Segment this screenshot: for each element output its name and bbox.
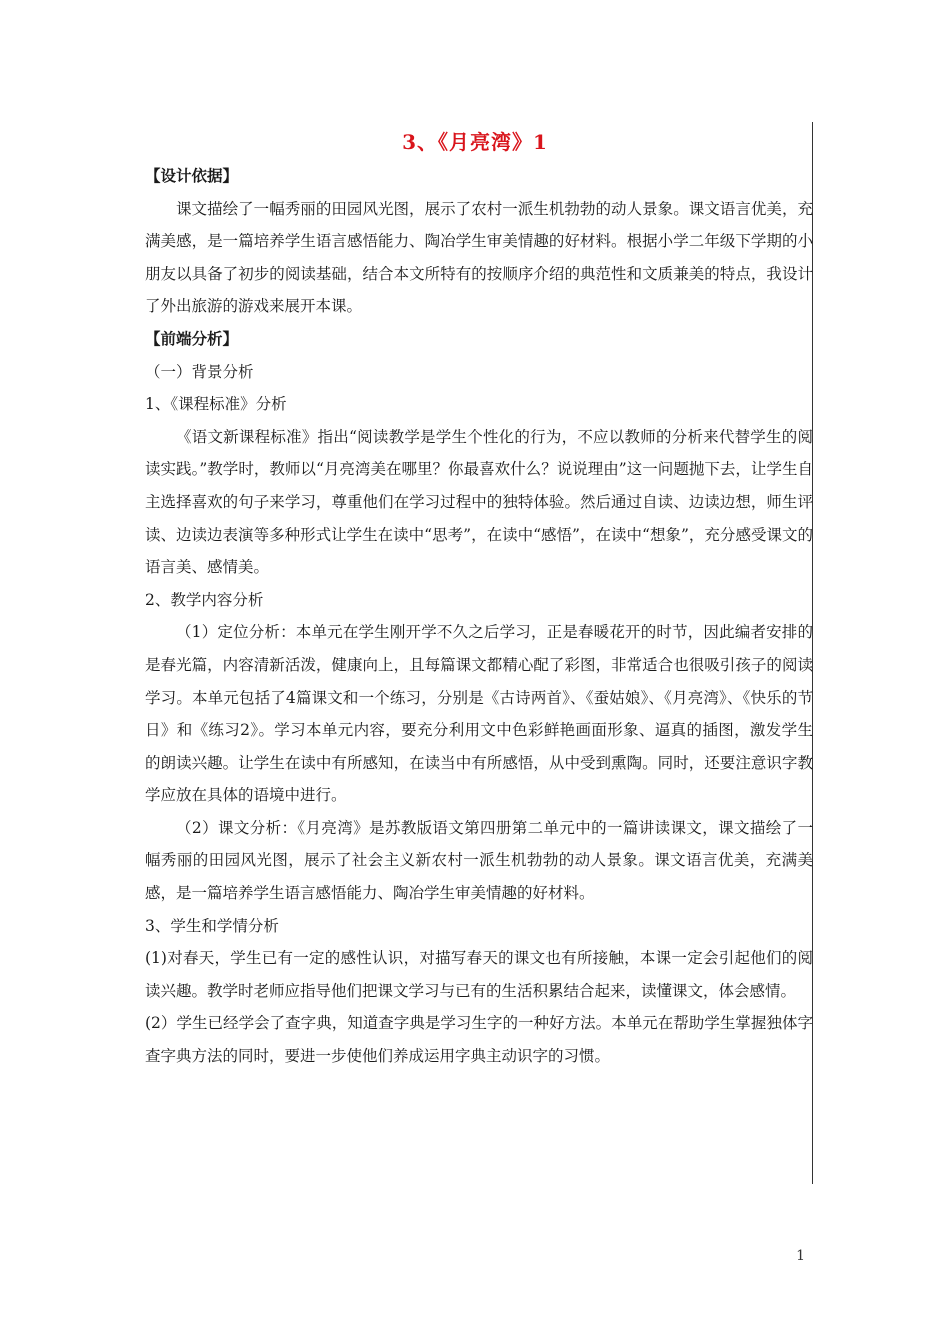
positioning-analysis-paragraph: （1）定位分析：本单元在学生刚开学不久之后学习，正是春暖花开的时节，因此编者安排的是春光篇，内容清新活泼，健康向上，且每篇课文都精心配了彩图，非常适合也很吸引孩子的阅读学习。本单元包括了4篇课文和一个练习，分别是《古诗两首》、《蚕姑娘》、《月亮湾》、《快乐的节日》和《练习2》。学习本单元内容，要充分利用文中色彩鲜艳画面形象、逼真的插图，激发学生的朗读兴趣。让学生在读中有所感知，在读当中有所感悟，从中受到熏陶。同时，还要注意识字教学应放在具体的语境中进行。 xyxy=(145,623,813,805)
design-basis-paragraph: 课文描绘了一幅秀丽的田园风光图，展示了农村一派生机勃勃的动人景象。课文语言优美，充满美感，是一篇培养学生语言感悟能力、陶冶学生审美情趣的好材料。根据小学二年级下学期的小朋友以具备了初步的阅读基础，结合本文所特有的按顺序介绍的典范性和文质兼美的特点，我设计了外出旅游的游戏来展开本课。 xyxy=(145,199,813,316)
item-heading-teaching-content: 2、教学内容分析 xyxy=(145,590,264,609)
page-number: 1 xyxy=(796,1248,805,1264)
document-body xyxy=(145,160,813,1073)
curriculum-standard-paragraph: 《语文新课程标准》指出“阅读教学是学生个性化的行为，不应以教师的分析来代替学生的阅读实践。”教学时，教师以“月亮湾美在哪里？你最喜欢什么？说说理由”这一问题抛下去，让学生自主选择喜欢的句子来学习，尊重他们在学习过程中的独特体验。然后通过自读、边读边想，师生评读、边读边表演等多种形式让学生在读中“思考”，在读中“感悟”，在读中“想象”，充分感受课文的语言美、感情美。 xyxy=(145,427,813,577)
item-heading-curriculum-standard: 1、《课程标准》分析 xyxy=(145,395,287,414)
text-analysis-paragraph: （2）课文分析：《月亮湾》是苏教版语文第四册第二单元中的一篇讲读课文，课文描绘了一幅秀丽的田园风光图，展示了社会主义新农村一派生机勃勃的动人景象。课文语言优美，充满美感，是一篇培养学生语言感悟能力、陶冶学生审美情趣的好材料。 xyxy=(145,818,813,903)
section-heading-design-basis: 【设计依据】 xyxy=(145,166,239,185)
student-analysis-paragraph-2: (2）学生已经学会了查字典，知道查字典是学习生字的一种好方法。本单元在帮助学生掌握独体字查字典方法的同时，要进一步使他们养成运用字典主动识字的习惯。 xyxy=(145,1014,813,1066)
section-heading-front-analysis: 【前端分析】 xyxy=(145,328,239,348)
subheading-background-analysis: （一）背景分析 xyxy=(145,362,254,381)
document-title: 3、《月亮湾》1 xyxy=(402,130,548,154)
student-analysis-paragraph-1: (1)对春天，学生已有一定的感性认识，对描写春天的课文也有所接触，本课一定会引起他们的阅读兴趣。教学时老师应指导他们把课文学习与已有的生活积累结合起来，读懂课文，体会感情。 xyxy=(145,949,813,1000)
item-heading-student-analysis: 3、学生和学情分析 xyxy=(145,916,279,935)
